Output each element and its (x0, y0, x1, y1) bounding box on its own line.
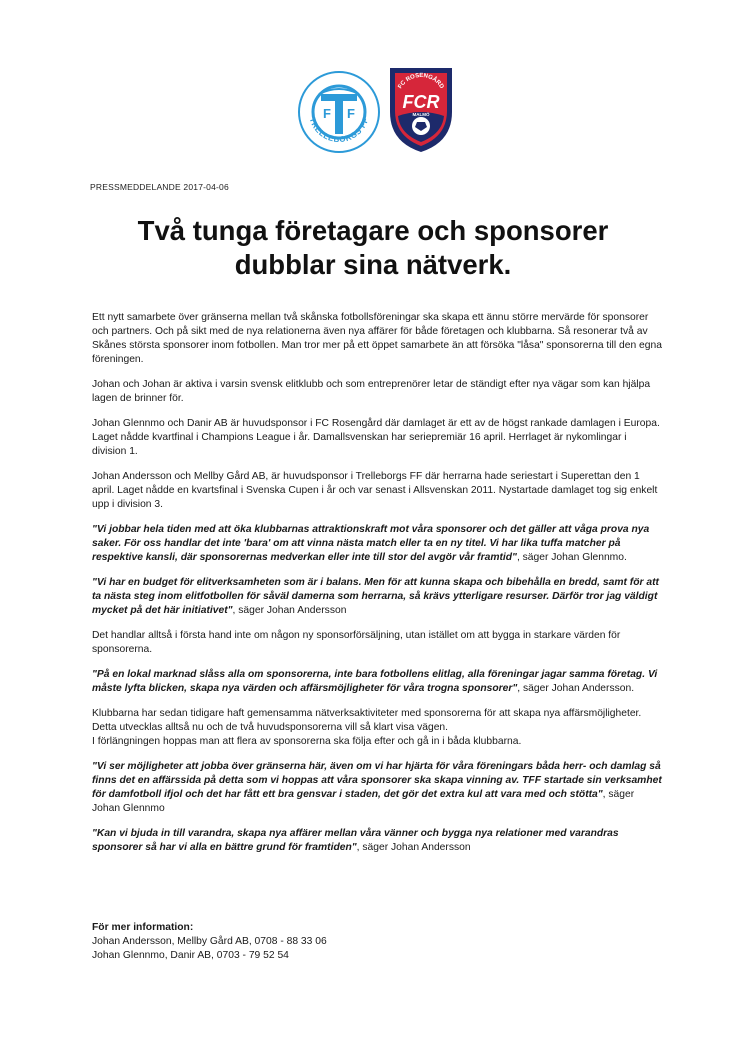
paragraph-network (92, 707, 662, 749)
paragraph-network-continuation: I förlängningen hoppas man att flera av sponsorerna ska följa efter och gå in i båda klubbarna. (92, 736, 522, 747)
quote-attribution: , säger Johan Glennmo (92, 789, 635, 814)
tff-ring-text: TRELLEBORGS FF (307, 116, 371, 145)
quote-attribution: , säger Johan Andersson (232, 605, 347, 616)
quote-block-3 (92, 668, 662, 696)
contact-line-glennmo: Johan Glennmo, Danir AB, 0703 - 79 52 54 (92, 950, 289, 961)
quote-text: "Vi jobbar hela tiden med att öka klubbarnas attraktionskraft mot våra sponsorer och det gäller att våga prova nya saker. För oss handlar det inte 'bara' om att vinna nästa match eller ta en ny titel. Vi har lika tuffa matcher på respektive kansli, där sponsorernas medverkan eller inte till stor del avgör vår framtid" (92, 524, 650, 563)
quote-block-4 (92, 760, 662, 816)
tff-initial-left: F (323, 106, 331, 121)
quote-block-5 (92, 827, 662, 855)
trelleborgs-ff-logo (297, 70, 381, 154)
fcr-top-text: FC ROSENGÅRD (397, 72, 445, 91)
paragraph-sponsorship: Det handlar alltså i första hand inte om någon ny sponsorförsäljning, utan istället om att bygga in starkare värden för sponsorerna. (92, 630, 621, 655)
quote-attribution: , säger Johan Andersson. (517, 683, 635, 694)
club-logos (0, 64, 746, 154)
headline (60, 214, 686, 282)
quote-block-2 (92, 576, 662, 618)
quote-attribution: , säger Johan Andersson (356, 842, 471, 853)
contact-line-andersson: Johan Andersson, Mellby Gård AB, 0708 - 88 33 06 (92, 936, 327, 947)
quote-text: "På en lokal marknad slåss alla om sponsorerna, inte bara fotbollens elitlag, alla föreningar jagar samma företag. Vi måste lyfta blicken, skapa nya värden och affärsmöjligheter för våra trogna sponsorer" (92, 669, 658, 694)
quote-text: "Kan vi bjuda in till varandra, skapa nya affärer mellan våra vänner och bygga nya relationer med varandras sponsorer så har vi alla en bättre grund för framtiden" (92, 828, 619, 853)
fcr-bottom-text: MALMÖ (412, 112, 430, 117)
paragraph-background: Johan och Johan är aktiva i varsin svensk elitklubb och som entreprenörer letar de ständigt efter nya vägar som kan hjälpa lagen de brinner för. (92, 379, 651, 404)
quote-block-1 (92, 523, 662, 565)
headline-line-1: Två tunga företagare och sponsorer (137, 215, 609, 246)
contact-info (92, 921, 662, 963)
contact-heading: För mer information: (92, 922, 194, 933)
press-release-body (92, 311, 662, 866)
dateline: PRESSMEDDELANDE 2017-04-06 (90, 182, 229, 192)
fcr-initials: FCR (402, 92, 440, 112)
paragraph-intro: Ett nytt samarbete över gränserna mellan två skånska fotbollsföreningar ska skapa ett ännu större mervärde för sponsorer och partners. Och på sikt med de nya relationerna även nya affärer för både företagen och klubbarna. Så resonerar två av Skånes största sponsorer inom fotbollen. Man tror mer på ett öppet samarbete än att försöka "låsa" sponsorerna till den egna föreningen. (92, 312, 662, 365)
headline-line-2: dubblar sina nätverk. (234, 249, 512, 280)
quote-text: "Vi har en budget för elitverksamheten som är i balans. Men för att kunna skapa och bibehålla en bredd, samt för att ta nästa steg inom elitfotbollen för såväl damerna som herrarna, så krävs ytterligare resurser. Därför tror jag väldigt mycket på det här initiativet" (92, 577, 659, 616)
quote-text: "Vi ser möjligheter att jobba över gränserna här, även om vi har hjärta för våra föreningars båda herr- och damlag så finns det en affärssida på detta som vi hoppas att våra sponsorer ska skapa vinning av. TFF startade sin verksamhet för damfotboll ifjol och det har fått ett bra gensvar i staden, det gör det extra kul att vara med och stötta" (92, 761, 662, 800)
paragraph-trelleborgs-ff: Johan Andersson och Mellby Gård AB, är huvudsponsor i Trelleborgs FF där herrarna hade seriestart i Superettan den 1 april. Laget nådde en kvartsfinal i Svenska Cupen i år och var senast i Allsvenskan 2011. Nystartade damlaget tog sig enkelt upp i division 3. (92, 471, 658, 510)
quote-attribution: , säger Johan Glennmo. (516, 552, 627, 563)
paragraph-network-text: Klubbarna har sedan tidigare haft gemensamma nätverksaktiviteter med sponsorerna för att skapa nya affärsmöjligheter. Detta utvecklas alltså nu och de två huvudsponsorerna vill så klart visa vägen. (92, 708, 642, 733)
fc-rosengard-logo (386, 64, 456, 154)
paragraph-fc-rosengard: Johan Glennmo och Danir AB är huvudsponsor i FC Rosengård där damlaget är ett av de högst rankade damlagen i Europa. Laget nådde kvartfinal i Champions League i år. Damallsvenskan har seriepremiär 16 april. Herrlaget är nykomlingar i division 1. (92, 418, 660, 457)
tff-initial-right: F (347, 106, 355, 121)
